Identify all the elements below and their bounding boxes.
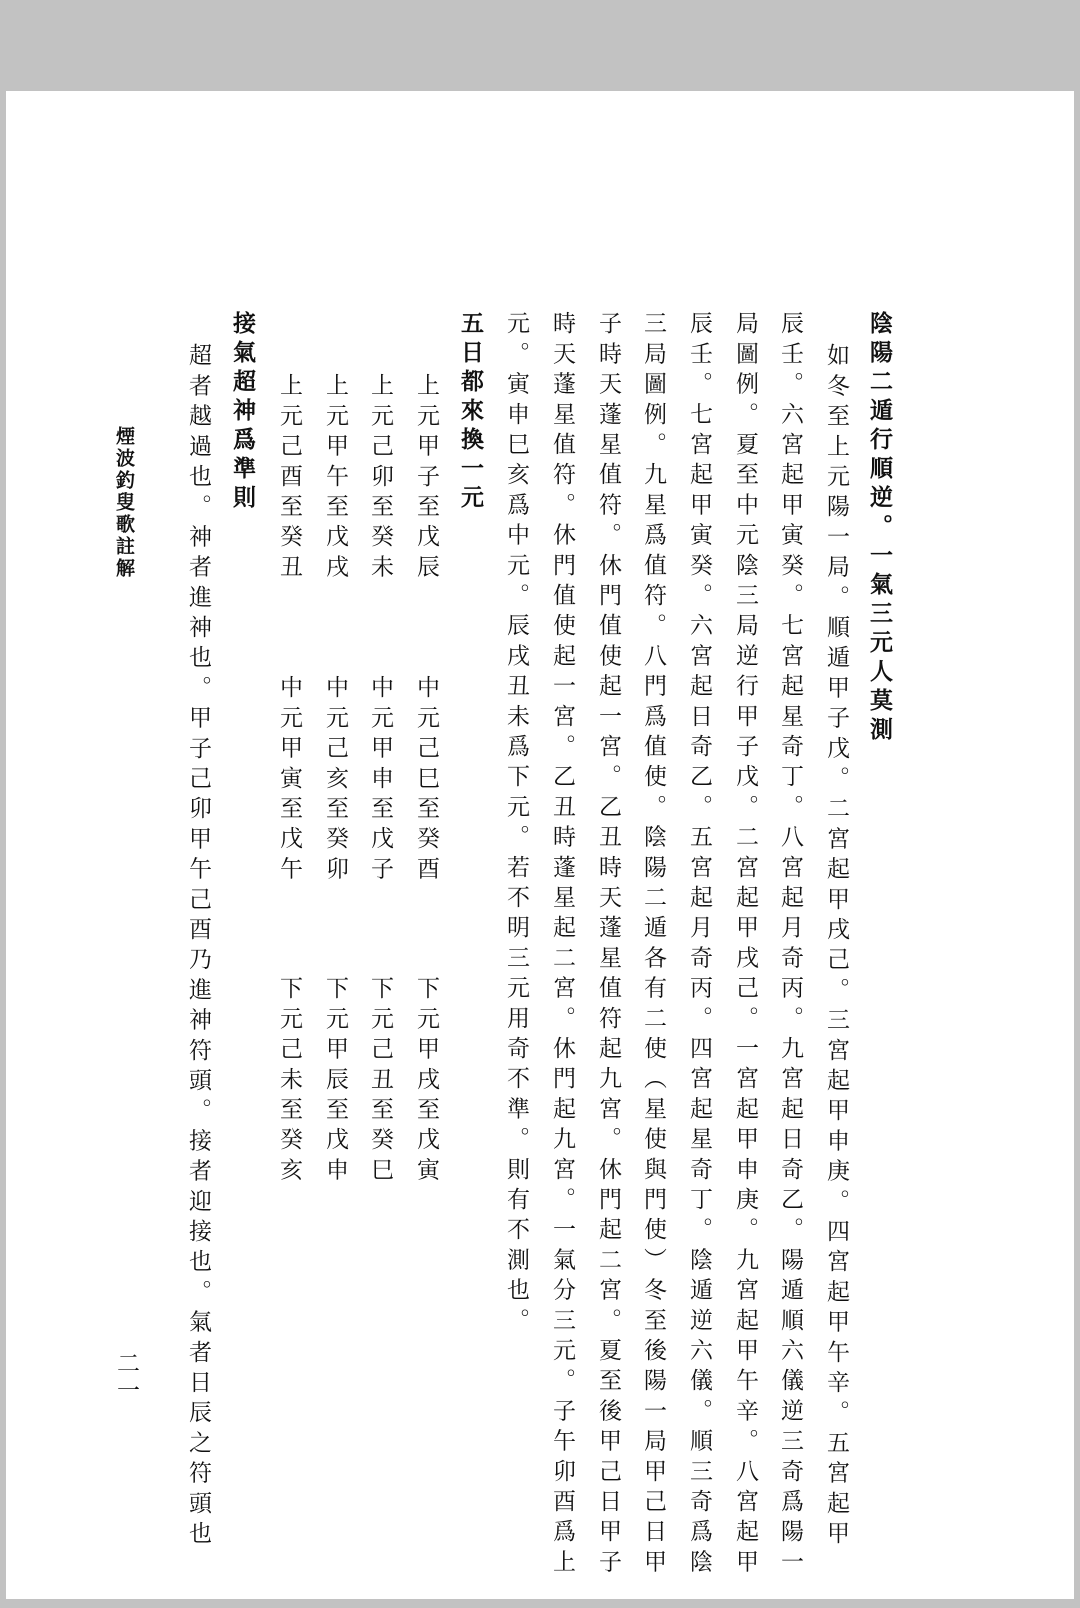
section-heading-five-days: 五日都來換一元 [457,311,484,514]
table-cell-middle-1: 中元己巳至癸酉 [413,675,439,887]
body-line-5: 三局圖例。九星爲值符。八門爲值使。陰陽二遁各有二使︵星使與門使︶冬至後陽一局甲己日甲 [640,311,666,1580]
table-cell-upper-4: 上元己酉至癸丑 [276,373,302,585]
body-line-6: 子時天蓬星值符。休門值使起一宮。乙丑時天蓬星值符起九宮。休門起二宮。夏至後甲己日甲子 [595,311,621,1580]
section-heading-yinyang: 陰陽二遁行順逆。一氣三元人莫測 [866,311,893,746]
table-cell-lower-4: 下元己未至癸亥 [276,976,302,1188]
running-title: 煙波釣叟歌註解 [113,426,135,580]
body-line-9: 超者越過也。神者進神也。甲子己卯甲午己酉乃進神符頭。接者迎接也。氣者日辰之符頭也 [185,343,211,1551]
table-cell-lower-2: 下元己丑至癸巳 [367,976,393,1188]
table-cell-lower-3: 下元甲辰至戊申 [322,976,348,1188]
table-cell-middle-3: 中元己亥至癸卯 [322,675,348,887]
table-cell-middle-2: 中元甲申至戊子 [367,675,393,887]
body-line-4: 辰壬。七宮起甲寅癸。六宮起日奇乙。五宮起月奇丙。四宮起星奇丁。陰遁逆六儀。順三奇爲陰 [686,311,712,1580]
body-line-8: 元。寅申巳亥爲中元。辰戌丑未爲下元。若不明三元用奇不準。則有不測也。 [503,311,529,1338]
table-cell-upper-1: 上元甲子至戊辰 [413,373,439,585]
body-line-1: 如冬至上元陽一局。順遁甲子戊。二宮起甲戌己。三宮起甲申庚。四宮起甲午辛。五宮起甲 [823,343,849,1551]
section-heading-jieqi: 接氣超神爲準則 [229,311,256,514]
table-cell-upper-2: 上元己卯至癸未 [367,373,393,585]
body-line-2: 辰壬。六宮起甲寅癸。七宮起星奇丁。八宮起月奇丙。九宮起日奇乙。陽遁順六儀逆三奇爲陽一 [777,311,803,1580]
table-cell-lower-1: 下元甲戌至戊寅 [413,976,439,1188]
body-line-3: 局圖例。夏至中元陰三局逆行甲子戊。二宮起甲戌己。一宮起甲申庚。九宮起甲午辛。八宮起甲 [732,311,758,1580]
book-page [6,91,1074,1599]
table-cell-middle-4: 中元甲寅至戊午 [276,675,302,887]
body-line-7: 時天蓬星值符。休門值使起一宮。乙丑時蓬星起二宮。休門起九宮。一氣分三元。子午卯酉爲上 [549,311,575,1580]
page-number: 二一 [113,1351,139,1405]
table-cell-upper-3: 上元甲午至戊戌 [322,373,348,585]
